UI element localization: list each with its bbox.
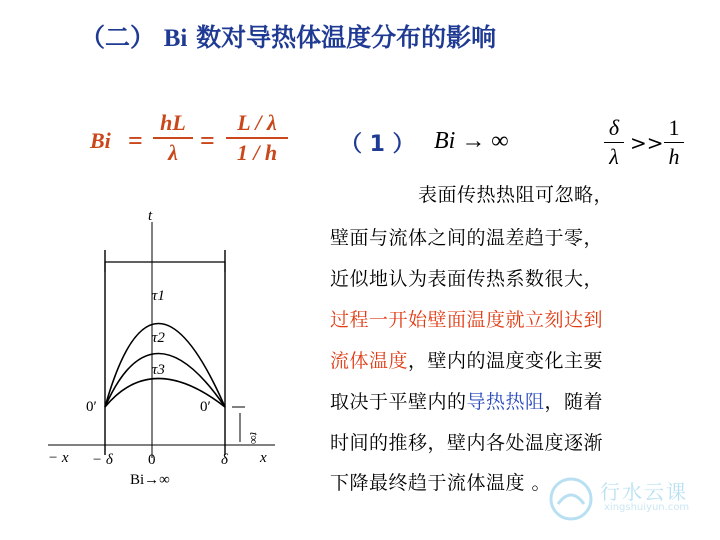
frac2-bar (226, 137, 288, 139)
body-line-5-rest: ，壁内的温度变化主要 (408, 350, 604, 372)
label-tau2: τ2 (152, 330, 165, 346)
cmp-frac-right (664, 115, 684, 170)
body-line-6-a: 取决于平壁内的 (330, 391, 467, 413)
body-line-6-highlight: 导热热阻 (466, 391, 545, 413)
page-title (80, 18, 496, 54)
formula-eq-2: = (200, 126, 215, 155)
frac1-denominator: λ (168, 140, 178, 165)
watermark-url: xingshuiyun.com (604, 502, 690, 513)
formula-frac-1 (153, 110, 193, 166)
cmp-frac-left (604, 115, 624, 170)
label-zero: 0 (148, 452, 156, 468)
cmp-right-bar (664, 142, 684, 143)
top-bracket (105, 262, 225, 272)
body-line-3: 近似地认为表面传热系数很大， (330, 268, 604, 290)
cmp-left-num: δ (608, 115, 620, 140)
body-line-6 (330, 387, 603, 414)
label-t-inf: t∞ (247, 432, 261, 444)
label-delta: δ (221, 452, 228, 468)
formula-frac-2 (226, 110, 288, 166)
body-line-7: 时间的推移，壁内各处温度逐渐 (330, 432, 604, 454)
case-label: （ 1 ） (340, 132, 415, 157)
diagram-caption: Bi→∞ (130, 472, 170, 488)
label-zero-prime-left: 0′ (86, 399, 97, 415)
label-x: x (260, 450, 267, 466)
label-tau1: τ1 (152, 288, 165, 304)
cmp-left-den: λ (609, 144, 619, 169)
title-prefix: （二） (80, 23, 156, 52)
body-line-6-b: ，随着 (544, 391, 604, 413)
frac2-numerator: L / λ (237, 110, 277, 135)
formula-eq-1: = (128, 126, 143, 155)
title-bi: Bi (163, 25, 188, 52)
frac1-numerator: hL (160, 110, 186, 135)
axis-t-label: t (148, 208, 153, 224)
frac2-denominator: 1 / h (236, 140, 278, 165)
case-expression: Bi → ∞ (434, 128, 509, 154)
body-line-5 (330, 346, 603, 373)
cmp-left-bar (604, 142, 624, 143)
cmp-right-num: 1 (668, 115, 680, 140)
cmp-right-den: h (668, 144, 680, 169)
formula-lhs: Bi (90, 128, 111, 153)
body-line-8: 下降最终趋于流体温度 。 (330, 472, 552, 494)
body-line-2: 壁面与流体之间的温差趋于零， (330, 227, 604, 249)
watermark-logo-icon (548, 476, 594, 522)
body-line-5-highlight: 流体温度 (330, 350, 409, 372)
cmp-operator: >> (630, 131, 664, 155)
label-neg-delta: − δ (92, 452, 113, 468)
temperature-distribution-diagram (40, 200, 290, 500)
body-line-4: 过程一开始壁面温度就立刻达到 (330, 309, 604, 331)
label-zero-prime-right: 0′ (200, 399, 211, 415)
frac1-bar (153, 137, 193, 139)
label-tau3: τ3 (152, 362, 165, 378)
watermark-brand: 行水云课 (600, 480, 688, 504)
label-neg-x: − x (48, 450, 69, 466)
title-rest: 数对导热体温度分布的影响 (196, 23, 497, 52)
watermark (548, 470, 720, 530)
body-line-1: 表面传热热阻可忽略， (418, 184, 614, 206)
